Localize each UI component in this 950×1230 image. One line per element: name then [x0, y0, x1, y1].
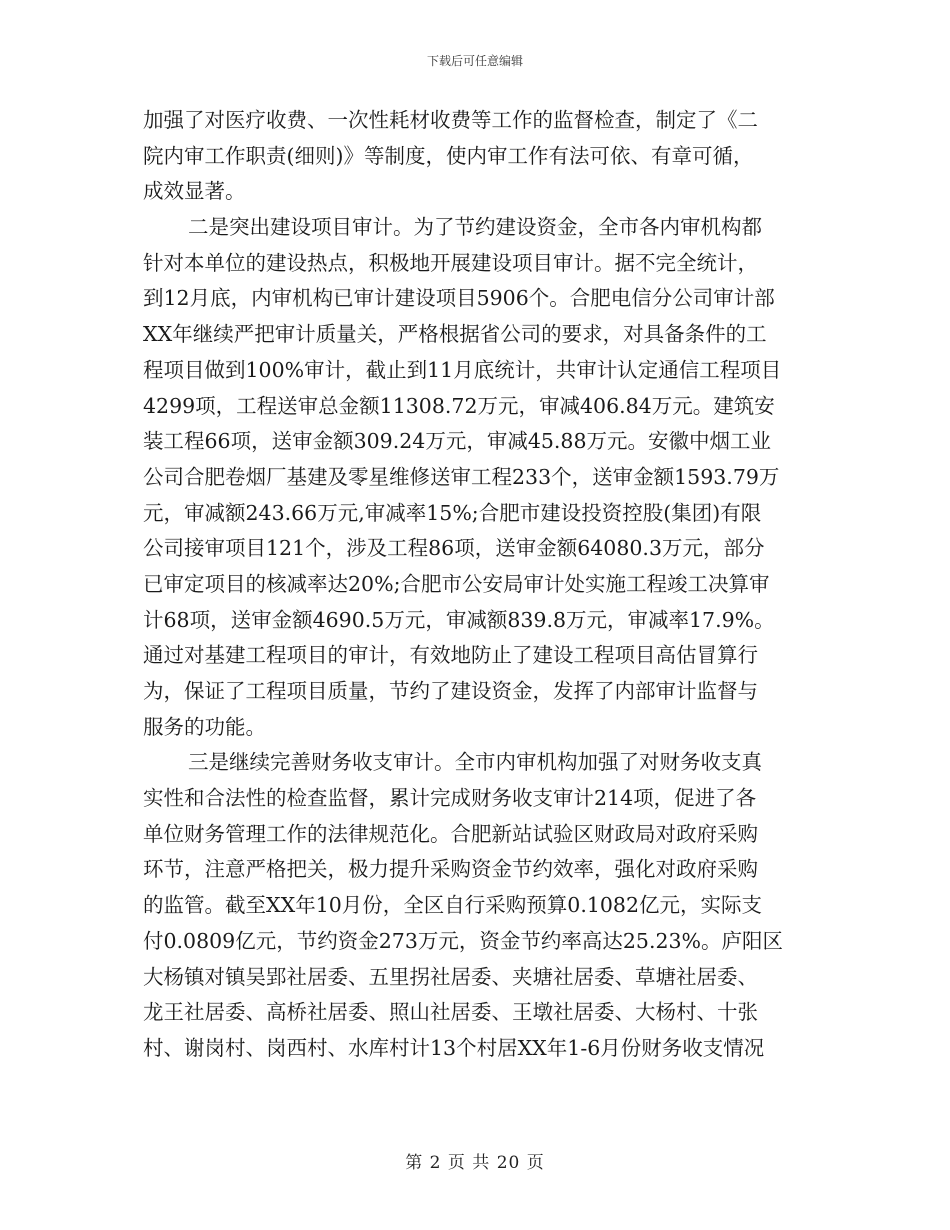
text-line: 公司接审项目121个，涉及工程86项，送审金额64080.3万元，部分: [143, 536, 765, 561]
text-line: 装工程66项，送审金额309.24万元，审减45.88万元。安徽中烟工业: [143, 429, 772, 454]
text-line: 大杨镇对镇吴郢社居委、五里拐社居委、夹塘社居委、草塘社居委、: [143, 964, 758, 989]
paragraph: [143, 210, 808, 745]
text-line: 服务的功能。: [143, 714, 266, 739]
text-line: 二是突出建设项目审计。为了节约建设资金，全市各内审机构都: [188, 215, 762, 240]
document-body: [143, 103, 808, 1067]
text-line: 为，保证了工程项目质量，节约了建设资金，发挥了内部审计监督与: [143, 679, 758, 703]
text-line: 村、谢岗村、岗西村、水库村计13个村居XX年1-6月份财务收支情况: [143, 1035, 765, 1060]
text-line: 三是继续完善财务收支审计。全市内审机构加强了对财务收支真: [188, 750, 762, 775]
text-line: 通过对基建工程项目的审计，有效地防止了建设工程项目高估冒算行: [143, 643, 758, 668]
text-line: XX年继续严把审计质量关，严格根据省公司的要求，对具备条件的工: [143, 322, 767, 347]
text-line: 程项目做到100%审计，截止到11月底统计，共审计认定通信工程项目: [143, 357, 782, 382]
paragraph: [143, 745, 808, 1066]
text-line: 已审定项目的核减率达20%;合肥市公安局审计处实施工程竣工决算审: [143, 571, 770, 596]
text-line: 院内审工作职责(细则)》等制度，使内审工作有法可依、有章可循，: [143, 143, 754, 168]
text-line: 到12月底，内审机构已审计建设项目5906个。合肥电信分公司审计部: [143, 286, 775, 311]
text-line: 加强了对医疗收费、一次性耗材收费等工作的监督检查，制定了《二: [143, 108, 758, 132]
text-line: 环节，注意严格把关，极力提升采购资金节约效率，强化对政府采购: [143, 857, 758, 882]
text-line: 实性和合法性的检查监督，累计完成财务收支审计214项，促进了各: [143, 786, 757, 811]
page-header: 下载后可任意编辑: [426, 54, 523, 68]
paragraph: [143, 103, 808, 210]
text-line: 付0.0809亿元，节约资金273万元，资金节约率高达25.23%。庐阳区: [143, 928, 784, 953]
text-line: 成效显著。: [143, 179, 246, 204]
text-line: 4299项，工程送审总金额11308.72万元，审减406.84万元。建筑安: [143, 393, 775, 418]
text-line: 的监管。截至XX年10月份，全区自行采购预算0.1082亿元，实际支: [143, 893, 763, 918]
text-line: 公司合肥卷烟厂基建及零星维修送审工程233个，送审金额1593.79万: [143, 464, 780, 489]
text-line: 计68项，送审金额4690.5万元，审减额839.8万元，审减率17.9%。: [143, 607, 775, 632]
text-line: 龙王社居委、高桥社居委、照山社居委、王墩社居委、大杨村、十张: [143, 1000, 758, 1025]
text-line: 元，审减额243.66万元,审减率15%;合肥市建设投资控股(集团)有限: [143, 500, 762, 525]
text-line: 单位财务管理工作的法律规范化。合肥新站试验区财政局对政府采购: [143, 821, 758, 846]
page-footer: 第 2 页 共 20 页: [405, 1153, 545, 1173]
text-line: 针对本单位的建设热点，积极地开展建设项目审计。据不完全统计，: [143, 250, 758, 275]
